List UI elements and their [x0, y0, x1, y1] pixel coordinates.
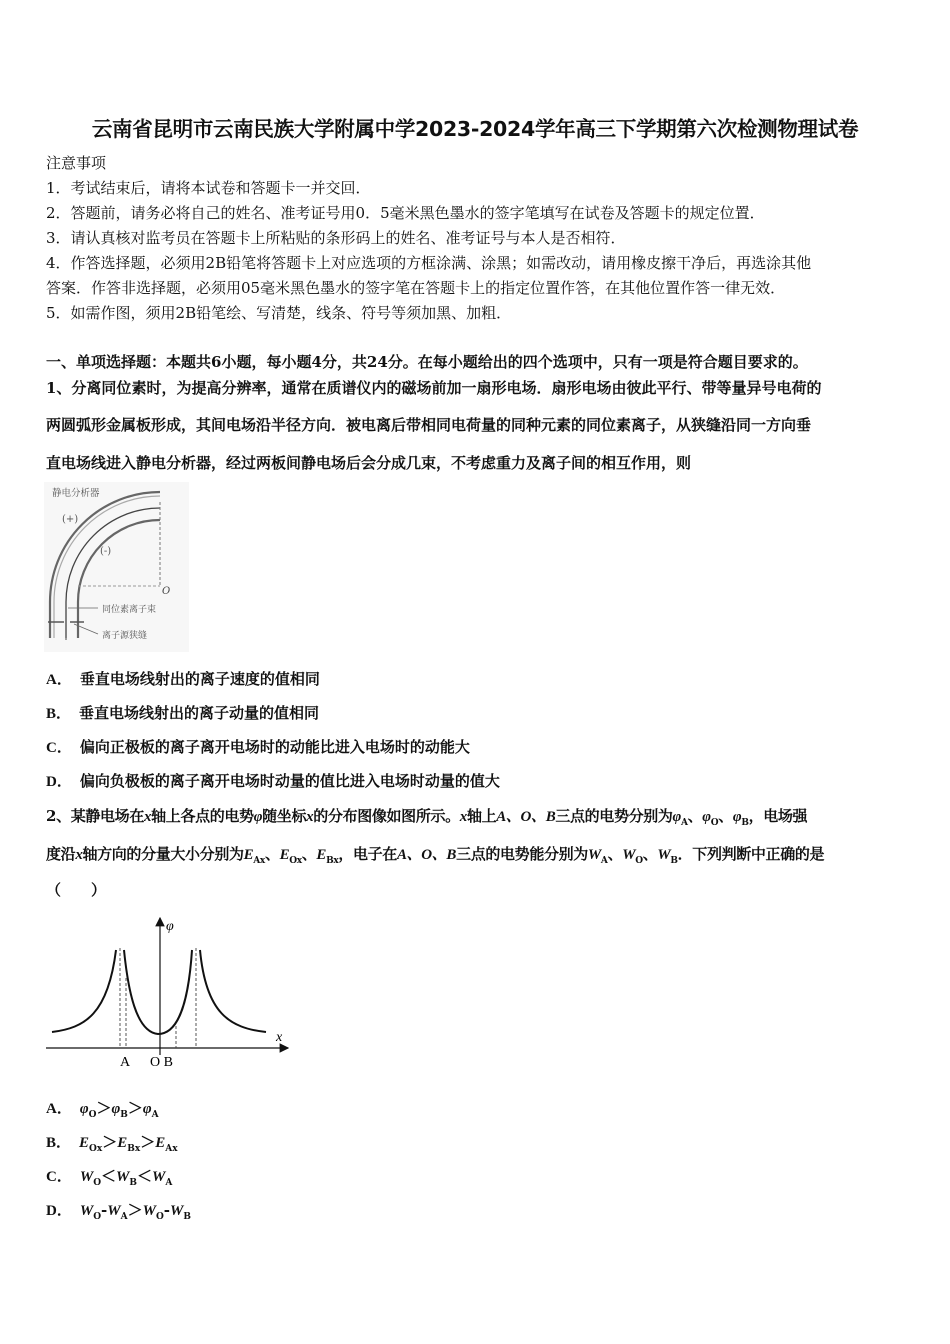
option-label: C． [46, 740, 72, 756]
var-x: x [75, 847, 83, 863]
var-e: E [155, 1135, 166, 1151]
notice-item-4-cont: 答案．作答非选择题，必须用05毫米黑色墨水的签字笔在答题卡上的指定位置作答，在其他位置作答一律无效． [46, 279, 786, 297]
text: 三点的电势能分别为 [456, 845, 588, 863]
subscript: O [93, 1178, 102, 1188]
var-w: W [170, 1203, 184, 1219]
subscript: Ax [165, 1144, 178, 1154]
subscript: B [183, 1212, 191, 1222]
var-phi: φ [142, 1101, 152, 1117]
option-label: D． [46, 774, 72, 790]
notice-item-5: 5．如需作图，须用2B铅笔绘、写清楚，线条、符号等须加黑、加粗． [46, 304, 512, 322]
tick-label-ob: O B [150, 1055, 173, 1070]
q2-answer-bracket: （ ） [46, 881, 107, 899]
operator: ＞ [127, 1201, 143, 1219]
text: ，电子在 [338, 845, 397, 863]
subscript: A [151, 1110, 159, 1120]
var-e: E [279, 847, 290, 863]
option-text: 垂直电场线射出的离子动量的值相同 [79, 704, 320, 722]
var-x: x [144, 809, 152, 825]
middle-branch-curve [124, 950, 192, 1034]
subscript: O [155, 1212, 164, 1222]
option-text: 垂直电场线射出的离子速度的值相同 [79, 670, 320, 688]
option-label: B． [46, 706, 72, 722]
text: 、 [607, 845, 623, 863]
points-aob: A、O、B [496, 809, 556, 825]
left-branch-curve [52, 950, 116, 1032]
var-w: W [107, 1203, 121, 1219]
option-text: 偏向正极板的离子离开电场时的动能比进入电场时的动能大 [79, 738, 470, 756]
tick-label-a: A [120, 1055, 131, 1070]
notice-item-4: 4．作答选择题，必须用2B铅笔将答题卡上对应选项的方框涂满、涂黑；如需改动，请用橡皮擦干净后，再选涂其他 [46, 254, 812, 272]
operator: ＞ [102, 1133, 118, 1151]
subscript: B [670, 856, 678, 866]
var-w: W [622, 847, 636, 863]
text: 的分布图像如图所示。 [313, 807, 460, 825]
var-w: W [152, 1169, 166, 1185]
subscript: O [710, 818, 719, 828]
var-e: E [117, 1135, 128, 1151]
var-phi: φ [79, 1101, 89, 1117]
notice-heading: 注意事项 [46, 154, 107, 172]
subscript: O [93, 1212, 102, 1222]
text: 三点的电势分别为 [555, 807, 673, 825]
q1-stem-line-3: 直电场线进入静电分析器，经过两板间静电场后会分成几束，不考虑重力及离子间的相互作用，则 [46, 454, 692, 472]
subscript: A [600, 856, 608, 866]
var-e: E [243, 847, 254, 863]
subscript: Ox [289, 856, 302, 866]
subscript: O [88, 1110, 97, 1120]
q1-stem-line-2: 两圆弧形金属板形成，其间电场沿半径方向．被电离后带相同电荷量的同种元素的同位素离子，从狭缝沿同一方向垂 [46, 416, 812, 434]
text: 、 [301, 845, 317, 863]
var-phi: φ [111, 1101, 121, 1117]
right-branch-curve [200, 950, 266, 1032]
subscript: A [165, 1178, 173, 1188]
var-w: W [657, 847, 671, 863]
q1-stem-line-1: 1、分离同位素时，为提高分辨率，通常在质谱仪内的磁场前加一扇形电场．扇形电场由彼此平行、带等量异号电荷的 [46, 379, 822, 397]
operator: - [163, 1201, 171, 1219]
option-label: C． [46, 1169, 72, 1185]
q2-stem-line-1 [46, 805, 807, 828]
exam-title: 云南省昆明市云南民族大学附属中学2023-2024学年高三下学期第六次检测物理试卷 [91, 117, 859, 141]
subscript: Bx [326, 856, 339, 866]
var-phi: φ [732, 809, 742, 825]
notice-item-2: 2．答题前，请务必将自己的姓名、准考证号用0．5毫米黑色墨水的签字笔填写在试卷及答题卡的规定位置． [46, 204, 765, 222]
text: 度沿 [46, 845, 76, 863]
q2-stem-line-2 [46, 843, 824, 866]
text: 、 [642, 845, 658, 863]
q2-option-c[interactable] [46, 1165, 172, 1188]
var-w: W [116, 1169, 130, 1185]
text: 随坐标 [262, 807, 307, 825]
var-phi: φ [253, 809, 263, 825]
var-e: E [79, 1135, 90, 1151]
q1-option-a[interactable] [46, 668, 320, 689]
var-w: W [79, 1203, 94, 1219]
operator: - [101, 1201, 108, 1219]
notice-item-1: 1．考试结束后，请将本试卷和答题卡一并交回． [46, 179, 371, 197]
option-text: 偏向负极板的离子离开电场时动量的值比进入电场时动量的值大 [79, 772, 500, 790]
text: 、 [264, 845, 280, 863]
subscript: Ox [89, 1144, 103, 1154]
operator: ＞ [127, 1099, 143, 1117]
option-label: B． [46, 1135, 72, 1151]
q2-option-a[interactable] [46, 1097, 159, 1120]
section-heading: 一、单项选择题：本题共6小题，每小题4分，共24分。在每小题给出的四个选项中，只有一项是符合题目要求的。 [46, 353, 808, 371]
subscript: A [120, 1212, 128, 1222]
plus-label: (+) [62, 514, 79, 525]
q1-analyzer-figure [44, 482, 189, 652]
minus-label: (-) [100, 546, 112, 557]
var-x: x [459, 809, 467, 825]
operator: ＞ [96, 1099, 112, 1117]
subscript: O [635, 856, 643, 866]
slit-label: 离子源狭缝 [102, 631, 148, 641]
subscript: Bx [127, 1144, 141, 1154]
var-w: W [142, 1203, 156, 1219]
origin-label: O [162, 586, 171, 597]
operator: ＞ [140, 1133, 156, 1151]
subscript: B [741, 818, 749, 828]
text: 、 [718, 807, 733, 825]
operator: ＜ [137, 1167, 153, 1185]
option-label: A． [46, 672, 72, 688]
subscript: B [129, 1178, 137, 1188]
q1-option-c[interactable] [46, 736, 470, 757]
q1-option-b[interactable] [46, 702, 319, 723]
var-w: W [587, 847, 601, 863]
text: ，电场强 [748, 807, 808, 825]
subscript: B [120, 1110, 128, 1120]
text: ．下列判断中正确的是 [677, 845, 825, 863]
text: 轴方向的分量大小分别为 [82, 845, 244, 863]
var-e: E [316, 847, 327, 863]
var-x: x [306, 809, 314, 825]
points-aob: A、O、B [396, 847, 457, 863]
q2-option-d[interactable] [46, 1199, 191, 1222]
x-axis-label: x [276, 1030, 283, 1045]
var-w: W [79, 1169, 94, 1185]
subscript: Ax [253, 856, 265, 866]
text: 轴上各点的电势 [151, 807, 254, 825]
figure-title: 静电分析器 [52, 488, 100, 499]
q1-option-d[interactable] [46, 770, 500, 791]
text: 2、某静电场在 [46, 807, 144, 825]
q2-option-b[interactable] [46, 1131, 178, 1154]
subscript: A [680, 818, 688, 828]
option-label: A． [46, 1101, 72, 1117]
notice-item-3: 3．请认真核对监考员在答题卡上所粘贴的条形码上的姓名、准考证号与本人是否相符． [46, 229, 626, 247]
text: 、 [687, 807, 703, 825]
q2-potential-graph [40, 910, 300, 1075]
var-phi: φ [672, 809, 681, 825]
option-label: D． [46, 1203, 72, 1219]
y-axis-label: φ [166, 919, 174, 934]
text: 轴上 [466, 807, 497, 825]
operator: ＜ [101, 1167, 117, 1185]
var-phi: φ [702, 809, 711, 825]
beam-label: 同位素离子束 [102, 605, 157, 615]
